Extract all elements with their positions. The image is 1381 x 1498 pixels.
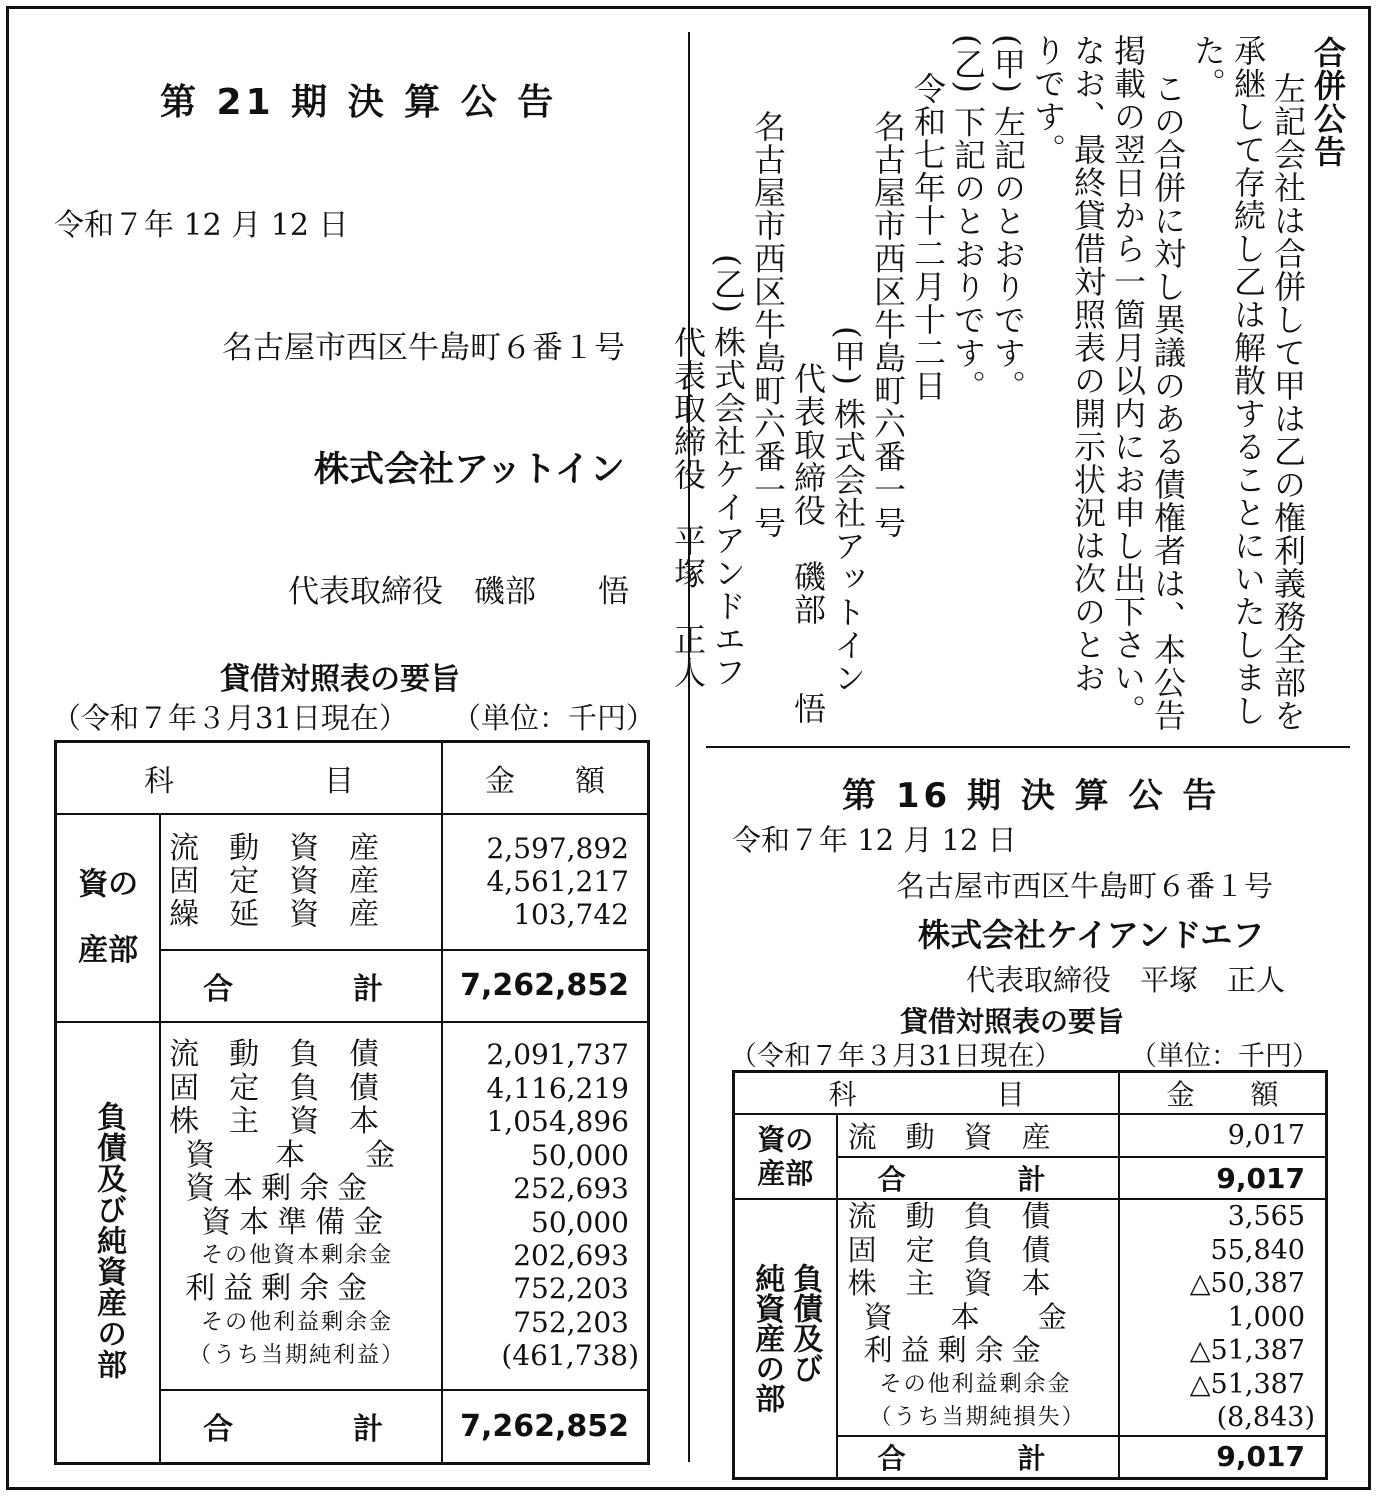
left-liab-value: 2,091,737 — [486, 1038, 629, 1072]
left-liab-label: 利益剰余金 — [185, 1271, 376, 1307]
right-liab-value: 3,565 — [1227, 1201, 1305, 1232]
left-assets-section-a: 資の — [78, 866, 139, 902]
left-liab-total: 7,262,852 — [442, 1390, 648, 1464]
right-address: 名古屋市西区牛島町６番１号 — [896, 869, 1274, 903]
merger-heading: 合併公告 — [1309, 36, 1347, 168]
left-header-amount: 金 額 — [442, 742, 648, 814]
right-liab-section — [734, 1199, 837, 1478]
merger-text-column: 名古屋市西区牛島町六番一号 — [749, 110, 787, 539]
left-liab-value: 752,203 — [513, 1272, 629, 1306]
right-liab-label: 流 動 負 債 — [847, 1199, 1051, 1233]
merger-text-column: 令和七年十二月十二日 — [909, 72, 947, 402]
left-assets-values — [442, 814, 648, 950]
merger-text-column: た。 — [1189, 34, 1227, 100]
left-liab-value: 50,000 — [531, 1205, 629, 1239]
left-assets-section — [56, 814, 161, 1022]
merger-text-column: (乙) 下記のとおりです。 — [949, 34, 987, 403]
left-liab-label: 株 主 資 本 — [169, 1104, 380, 1140]
right-date: 令和７年 12 月 12 日 — [732, 823, 1017, 857]
left-liab-label: 資 本 金 — [185, 1137, 396, 1173]
left-title: 第 21 期 決 算 公 告 — [160, 82, 558, 123]
left-liab-value: 252,693 — [513, 1172, 629, 1206]
left-liab-values — [442, 1022, 648, 1390]
left-assets-total: 7,262,852 — [442, 950, 648, 1022]
left-representative: 代表取締役 磯部 悟 — [288, 574, 629, 610]
right-liab-total-label: 合 計 — [837, 1436, 1119, 1479]
left-liab-value: 50,000 — [531, 1138, 629, 1172]
left-liab-label: （うち当期純利益） — [189, 1343, 406, 1369]
right-header-amount: 金 額 — [1119, 1072, 1327, 1115]
left-asset-label: 繰 延 資 産 — [169, 897, 380, 932]
left-asset-value: 2,597,892 — [486, 832, 629, 865]
left-header-item: 科 目 — [56, 742, 443, 814]
left-liab-label: その他資本剰余金 — [201, 1242, 394, 1268]
right-bs-title: 貸借対照表の要旨 — [900, 1005, 1125, 1038]
right-representative: 代表取締役 平塚 正人 — [966, 963, 1286, 997]
right-liab-label: 固 定 負 債 — [847, 1232, 1051, 1267]
right-liab-label: その他利益剰余金 — [879, 1371, 1072, 1397]
left-bs-unit: （単位：千円） — [452, 701, 656, 735]
right-liab-label: 資 本 金 — [863, 1299, 1067, 1334]
left-asset-value: 4,561,217 — [486, 865, 629, 898]
merger-text-column: (乙) 株式会社ケイアンドエフ — [709, 254, 747, 689]
left-company: 株式会社アットイン — [314, 450, 625, 490]
merger-text-column: この合併に対し異議のある債権者は、本公告 — [1149, 72, 1187, 732]
merger-text-column: りです。 — [1029, 34, 1067, 166]
merger-text-column: 代表取締役 平塚 正人 — [669, 326, 707, 689]
merger-text-column: 代表取締役 磯部 悟 — [789, 362, 827, 725]
right-liab-value: △51,387 — [1189, 1335, 1305, 1366]
right-asset-value: 9,017 — [1119, 1114, 1327, 1157]
merger-notice — [669, 34, 1350, 734]
left-liab-value: (461,738) — [501, 1339, 639, 1373]
right-assets-section-a: 資の — [757, 1122, 814, 1156]
left-liab-value: 1,054,896 — [486, 1105, 629, 1139]
right-liab-total: 9,017 — [1119, 1436, 1327, 1479]
right-liab-value: △51,387 — [1189, 1368, 1305, 1400]
right-liab-section-a: 負債及び — [787, 1263, 823, 1384]
right-liab-value: (8,843) — [1216, 1402, 1315, 1433]
left-liab-section — [56, 1022, 161, 1464]
left-liab-labels — [160, 1022, 442, 1390]
horizontal-divider — [706, 746, 1350, 748]
right-liab-label: 株 主 資 本 — [847, 1266, 1051, 1300]
left-bs-title: 貸借対照表の要旨 — [220, 662, 460, 697]
left-address: 名古屋市西区牛島町６番１号 — [222, 330, 625, 366]
right-liab-label: （うち当期純損失） — [869, 1405, 1086, 1430]
right-asset-label: 流 動 資 産 — [837, 1114, 1119, 1157]
merger-text-column: なお、最終貸借対照表の開示状況は次のとお — [1069, 34, 1107, 694]
right-assets-total: 9,017 — [1119, 1157, 1327, 1199]
left-liab-label: その他利益剰余金 — [201, 1309, 394, 1335]
merger-text-column: (甲) 株式会社アットイン — [829, 326, 867, 695]
right-liab-value: 55,840 — [1210, 1234, 1305, 1266]
left-liab-value: 4,116,219 — [486, 1071, 629, 1105]
merger-text-column: (甲) 左記のとおりです。 — [989, 34, 1027, 403]
left-asset-label: 固 定 資 産 — [169, 864, 380, 899]
merger-text-column: 左記会社は合併して甲は乙の権利義務全部を — [1269, 72, 1307, 732]
right-liab-label: 利益剰余金 — [863, 1333, 1049, 1367]
left-asset-label: 流 動 資 産 — [169, 831, 380, 866]
left-liab-label: 資本剰余金 — [185, 1171, 376, 1207]
right-balance-sheet — [732, 1070, 1328, 1480]
left-liab-total-label: 合 計 — [160, 1390, 442, 1464]
right-header-item: 科 目 — [734, 1072, 1119, 1115]
merger-text-column: 承継して存続し乙は解散することにいたしまし — [1229, 34, 1267, 727]
right-liab-values — [1119, 1199, 1327, 1436]
left-bs-as-of: （令和７年３月31日現在） — [52, 701, 408, 735]
right-title: 第 16 期 決 算 公 告 — [842, 776, 1221, 816]
right-liab-section-b: 純資産の部 — [749, 1263, 785, 1414]
left-liab-label: 資本準備金 — [201, 1204, 392, 1240]
vertical-divider — [688, 32, 690, 1462]
right-liab-labels — [837, 1199, 1119, 1436]
left-assets-labels — [160, 814, 442, 950]
merger-text-column: 掲載の翌日から一箇月以内にお申し出下さい。 — [1109, 34, 1147, 727]
left-date: 令和７年 12 月 12 日 — [54, 208, 349, 243]
left-assets-section-b: 産部 — [78, 932, 139, 968]
right-liab-value: 1,000 — [1227, 1301, 1305, 1333]
right-assets-total-label: 合 計 — [837, 1157, 1119, 1199]
merger-text-column: 名古屋市西区牛島町六番一号 — [869, 110, 907, 539]
right-bs-unit: （単位：千円） — [1130, 1041, 1319, 1072]
left-liab-label: 固 定 負 債 — [169, 1070, 380, 1106]
left-balance-sheet — [54, 740, 650, 1465]
right-company: 株式会社ケイアンドエフ — [918, 916, 1265, 954]
left-asset-value: 103,742 — [513, 898, 629, 931]
right-assets-section — [734, 1114, 837, 1199]
left-liab-label: 流 動 負 債 — [169, 1037, 380, 1073]
left-liab-value: 752,203 — [513, 1305, 629, 1339]
left-assets-total-label: 合 計 — [160, 950, 442, 1022]
right-assets-section-b: 産部 — [757, 1156, 814, 1190]
right-bs-as-of: （令和７年３月31日現在） — [730, 1041, 1062, 1072]
left-liab-value: 202,693 — [513, 1238, 629, 1272]
right-liab-value: △50,387 — [1189, 1268, 1305, 1299]
left-liab-section-text: 負債及び純資産の部 — [91, 1100, 127, 1380]
